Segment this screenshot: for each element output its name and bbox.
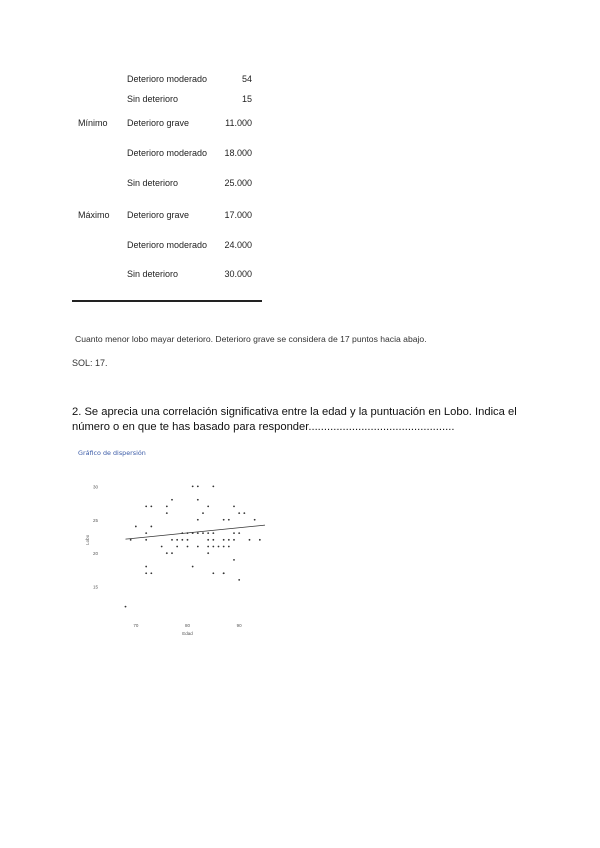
scatter-point — [171, 499, 173, 501]
scatter-point — [197, 546, 199, 548]
row-value: 30.000 — [224, 269, 252, 279]
row-value: 15 — [241, 94, 252, 104]
scatter-point — [223, 572, 225, 574]
solution-text: SOL: 17. — [72, 358, 108, 368]
x-tick-label: 90 — [236, 623, 242, 628]
scatter-point — [207, 532, 209, 534]
fit-line — [126, 525, 266, 539]
scatter-point — [181, 539, 183, 541]
scatter-point — [145, 566, 147, 568]
row-category: Sin deterioro — [127, 178, 179, 188]
scatter-point — [150, 506, 152, 508]
scatter-point — [171, 539, 173, 541]
scatter-point — [223, 519, 225, 521]
row-value: 24.000 — [224, 240, 252, 250]
scatter-point — [145, 572, 147, 574]
row-category: Deterioro grave — [127, 118, 190, 128]
scatter-point — [197, 485, 199, 487]
row-category: Deterioro moderado — [127, 240, 208, 250]
scatter-point — [218, 546, 220, 548]
interpretation-note: Cuanto menor lobo mayar deterioro. Deterioro grave se considera de 17 puntos hacia abajo. — [75, 334, 427, 344]
scatter-point — [181, 532, 183, 534]
scatter-point — [197, 519, 199, 521]
scatter-point — [192, 566, 194, 568]
scatter-point — [130, 539, 132, 541]
y-tick-label: 30 — [93, 484, 99, 490]
scatter-point — [212, 532, 214, 534]
scatter-point — [202, 512, 204, 514]
scatter-point — [223, 546, 225, 548]
scatter-point — [254, 519, 256, 521]
scatter-point — [161, 546, 163, 548]
scatter-point — [228, 539, 230, 541]
scatter-point — [212, 539, 214, 541]
scatter-point — [212, 485, 214, 487]
scatter-point — [207, 539, 209, 541]
scatter-point — [145, 539, 147, 541]
scatter-point — [150, 572, 152, 574]
row-value: 25.000 — [224, 178, 252, 188]
y-tick-label: 20 — [93, 551, 99, 557]
scatter-point — [233, 532, 235, 534]
row-value: 18.000 — [224, 148, 252, 158]
scatter-point — [207, 506, 209, 508]
x-tick-label: 70 — [133, 623, 139, 628]
row-value: 54 — [241, 74, 252, 84]
scatter-point — [249, 539, 251, 541]
scatter-point — [259, 539, 261, 541]
scatter-point — [192, 532, 194, 534]
scatter-point — [197, 532, 199, 534]
question-2: 2. Se aprecia una correlación significativa entre la edad y la puntuación en Lobo. Indica el número o en que te has basado para responder............................................... — [72, 406, 517, 433]
y-tick-label: 15 — [93, 584, 99, 590]
row-value: 17.000 — [224, 210, 252, 220]
scatter-point — [187, 532, 189, 534]
y-tick-label: 25 — [93, 517, 99, 523]
scatter-point — [238, 532, 240, 534]
scatter-point — [145, 532, 147, 534]
scatter-point — [176, 546, 178, 548]
row-category: Deterioro grave — [127, 210, 190, 220]
scatter-point — [171, 552, 173, 554]
scatter-point — [135, 526, 137, 528]
scatter-point — [207, 546, 209, 548]
row-group-label: Mínimo — [78, 118, 108, 128]
scatter-point — [233, 506, 235, 508]
row-value: 11.000 — [225, 118, 252, 128]
scatter-point — [166, 552, 168, 554]
scatter-point — [187, 539, 189, 541]
row-category: Deterioro moderado — [127, 148, 208, 158]
scatter-chart — [70, 465, 280, 645]
scatter-point — [125, 606, 127, 608]
scatter-point — [233, 539, 235, 541]
scatter-point — [187, 546, 189, 548]
scatter-point — [176, 539, 178, 541]
chart-title: Gráfico de dispersión — [78, 449, 146, 457]
scatter-point — [202, 532, 204, 534]
x-axis-label: Edad — [182, 631, 193, 636]
scatter-point — [212, 546, 214, 548]
scatter-point — [238, 512, 240, 514]
scatter-point — [192, 485, 194, 487]
scatter-point — [145, 506, 147, 508]
scatter-point — [150, 526, 152, 528]
row-group-label: Máximo — [78, 210, 110, 220]
scatter-point — [238, 579, 240, 581]
table-bottom-rule — [72, 300, 262, 302]
scatter-point — [212, 572, 214, 574]
row-category: Sin deterioro — [127, 94, 179, 104]
scatter-point — [243, 512, 245, 514]
scatter-point — [228, 546, 230, 548]
row-category: Sin deterioro — [127, 269, 179, 279]
scatter-point — [223, 539, 225, 541]
y-axis-label: Lobo — [85, 534, 90, 545]
row-category: Deterioro moderado — [127, 74, 208, 84]
scatter-point — [166, 506, 168, 508]
scatter-point — [197, 499, 199, 501]
scatter-point — [166, 512, 168, 514]
scatter-point — [228, 519, 230, 521]
scatter-point — [233, 559, 235, 561]
scatter-point — [207, 552, 209, 554]
x-tick-label: 80 — [184, 623, 191, 628]
